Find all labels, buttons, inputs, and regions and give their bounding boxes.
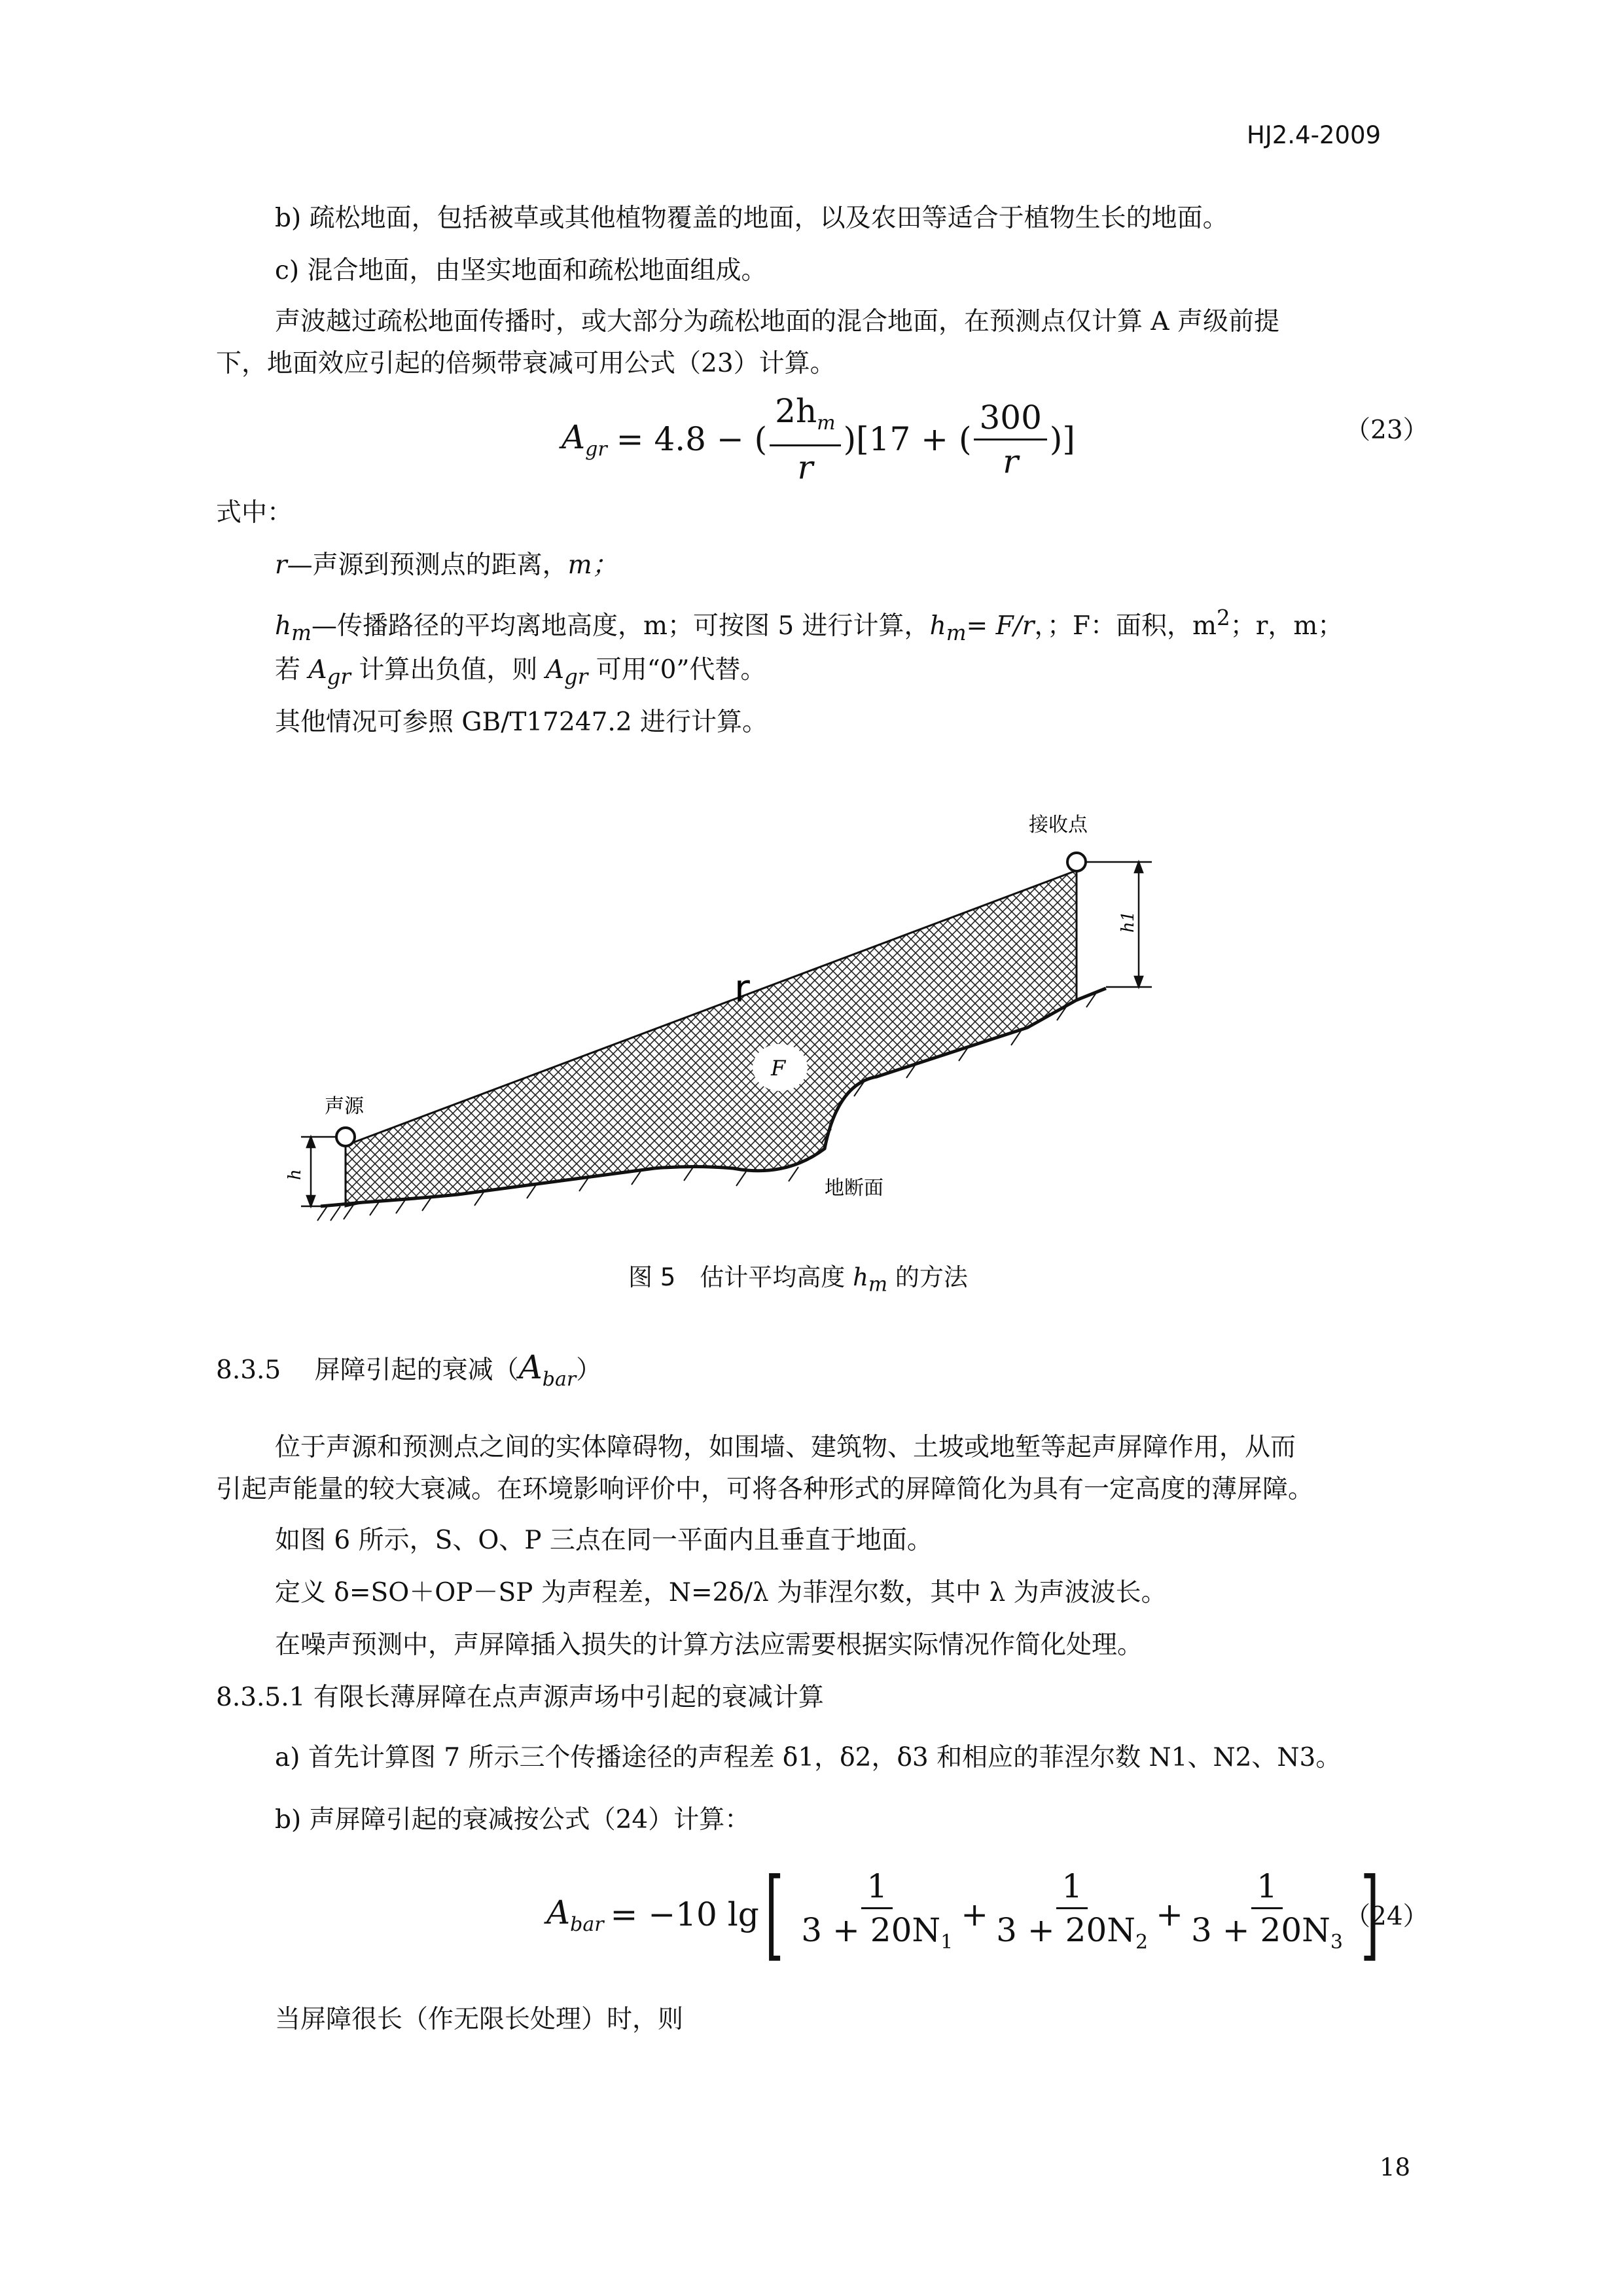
label-F: F <box>771 1056 786 1081</box>
eq24-fraction-1: $\frac{1}{3 + 20N_1}$ <box>801 1867 954 1954</box>
equation-23 <box>562 393 1075 486</box>
paragraph-insertion-loss: 在噪声预测中，声屏障插入损失的计算方法应需要根据实际情况作简化处理。 <box>275 1630 1143 1660</box>
header-code: HJ2.4-2009 <box>1247 121 1382 149</box>
eq23-rhs-c: )] <box>1049 420 1075 458</box>
list-item-b-formula-24: b) 声屏障引起的衰减按公式（24）计算： <box>275 1805 751 1835</box>
list-item-a-compute-delta: a) 首先计算图 7 所示三个传播途径的声程差 δ1，δ2，δ3 和相应的菲涅尔数 N1、N2、N3。 <box>275 1743 1342 1772</box>
receiver-point-icon <box>1067 853 1086 871</box>
eq23-number: （23） <box>1345 416 1429 445</box>
label-h2: h <box>285 1169 305 1180</box>
eq23-fraction-1: $\frac{2h_m}{r}$ <box>770 393 840 486</box>
eq23-fraction-2: $\frac{300}{r}$ <box>974 399 1046 480</box>
figure-5-diagram <box>285 802 1296 1221</box>
where-label: 式中： <box>216 498 293 528</box>
label-source: 声源 <box>325 1095 364 1118</box>
list-item-b-loose-ground: b) 疏松地面，包括被草或其他植物覆盖的地面，以及农田等适合于植物生长的地面。 <box>275 204 1228 233</box>
label-h1: h1 <box>1118 910 1138 933</box>
figure-5-caption: 图 5 估计平均高度 $h_m$ 的方法 <box>628 1263 968 1297</box>
eq24-rhs-a: = −10 lg <box>610 1895 759 1933</box>
paragraph-infinite-barrier: 当屏障很长（作无限长处理）时，则 <box>275 2005 684 2034</box>
definition-hm: $h_m—$传播路径的平均离地高度，m；可按图 5 进行计算，$h_m= F/r$，；F：面积，$m^2$；r，m； <box>275 605 1344 645</box>
section-8-3-5-1-heading: 8.3.5.1 有限长薄屏障在点声源声场中引起的衰减计算 <box>216 1683 824 1712</box>
definition-r: r—声源到预测点的距离，m； <box>275 550 618 580</box>
agr-negative-note: 若 $A_{gr}$ 计算出负值，则 $A_{gr}$ 可用“0”代替。 <box>275 655 766 689</box>
label-ground: 地断面 <box>825 1177 883 1200</box>
eq24-lhs: $A_{bar}$ <box>546 1893 604 1936</box>
eq24-number: （24） <box>1345 1902 1429 1931</box>
equation-24: $A_{bar}$ = −10 lg [ $\frac{1}{3 + 20N_1}$ + $\frac{1}{3 + 20N_2}$ + $\frac{1}{3 + 20N_3}$ ] <box>546 1857 1380 1971</box>
list-item-c-mixed-ground: c) 混合地面，由坚实地面和疏松地面组成。 <box>275 256 767 285</box>
label-receiver: 接收点 <box>1029 814 1088 836</box>
label-r: r <box>734 966 750 1011</box>
eq24-fraction-2: $\frac{1}{3 + 20N_2}$ <box>996 1867 1149 1954</box>
paragraph-ground-effect-line1: 声波越过疏松地面传播时，或大部分为疏松地面的混合地面，在预测点仅计算 A 声级前提 <box>275 307 1279 336</box>
eq23-lhs: $A_{gr}$ <box>562 418 607 461</box>
paragraph-SOP-points: 如图 6 所示，S、O、P 三点在同一平面内且垂直于地面。 <box>275 1526 933 1555</box>
paragraph-ground-effect-line2: 下，地面效应引起的倍频带衰减可用公式（23）计算。 <box>216 349 836 378</box>
eq24-fraction-3: $\frac{1}{3 + 20N_3}$ <box>1191 1867 1343 1954</box>
source-point-icon <box>336 1128 355 1146</box>
area-F-hatched <box>346 870 1077 1206</box>
eq23-rhs-a: = 4.8 − ( <box>616 420 768 458</box>
paragraph-barrier-line2: 引起声能量的较大衰减。在环境影响评价中，可将各种形式的屏障简化为具有一定高度的薄屏障。 <box>216 1475 1314 1504</box>
paragraph-path-difference: 定义 δ=SO＋OP－SP 为声程差，N=2δ/λ 为菲涅尔数，其中 λ 为声波波长。 <box>275 1578 1167 1607</box>
paragraph-barrier-line1: 位于声源和预测点之间的实体障碍物，如围墙、建筑物、土坡或地堑等起声屏障作用，从而 <box>275 1433 1296 1462</box>
other-cases-note: 其他情况可参照 GB/T17247.2 进行计算。 <box>275 708 768 737</box>
section-8-3-5-heading: 8.3.5 屏障引起的衰减$(A_{bar})$ <box>216 1348 602 1391</box>
eq23-rhs-b: )[17 + ( <box>843 420 972 458</box>
page-number: 18 <box>1380 2153 1411 2181</box>
